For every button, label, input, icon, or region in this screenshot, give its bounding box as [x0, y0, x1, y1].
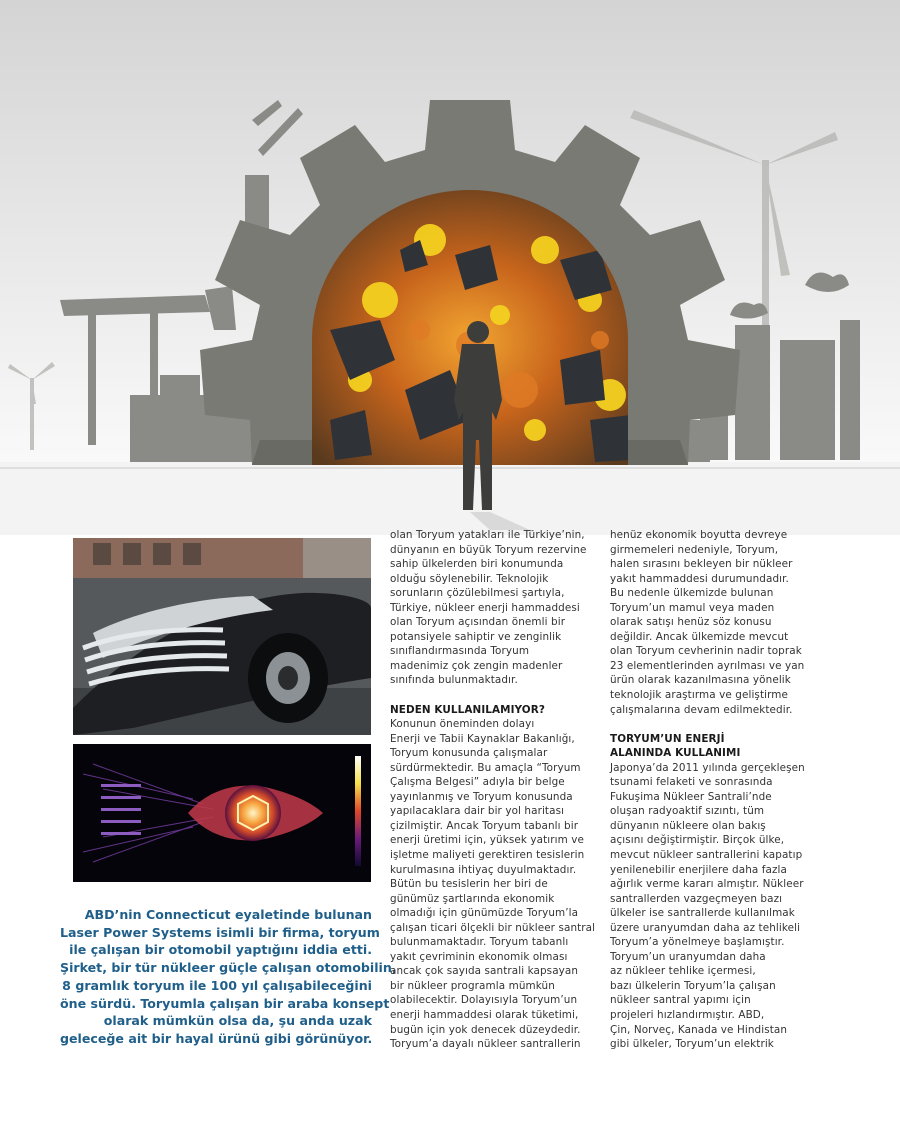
body-line: girmemeleri nedeniyle, Toryum,: [610, 543, 779, 556]
caption-line: 8 gramlık toryum ile 100 yıl çalışabileceğini: [62, 977, 372, 993]
body-line: teknolojik araştırma ve geliştirme: [610, 689, 789, 702]
body-line: bulunmamaktadır. Toryum tabanlı: [390, 936, 569, 949]
section-heading: TORYUM’UN ENERJİ: [610, 732, 725, 745]
body-line: sınıflandırmasında Toryum: [390, 645, 530, 658]
body-line: Çalışma Belgesi” adıyla bir belge: [390, 776, 565, 789]
body-line: enerji hammaddesi olarak tüketimi,: [390, 1009, 579, 1021]
body-line: Toryum’un mamul veya maden: [610, 601, 775, 614]
body-line: olduğu söylenebilir. Teknolojik: [390, 572, 549, 585]
body-line: yakıt hammaddesi durumundadır.: [610, 572, 789, 585]
body-line: madenimiz çok zengin madenler: [390, 659, 563, 672]
body-line: olabilecektir. Dolayısıyla Toryum’un: [390, 994, 578, 1007]
body-line: Toryum’un uranyumdan daha: [610, 950, 766, 963]
body-line: işletme maliyeti gerektiren tesislerin: [390, 848, 585, 861]
body-line: oluşan radyoaktif sızıntı, tüm: [610, 805, 765, 818]
article-column-2: [610, 528, 815, 1052]
body-line: açısını değiştirmiştir. Birçok ülke,: [610, 834, 785, 847]
body-line: yakıt çevriminin ekonomik olması: [390, 950, 568, 963]
body-line: çizilmiştir. Ancak Toryum tabanlı bir: [390, 819, 579, 832]
body-line: mevcut nükleer santrallerini kapatıp: [610, 848, 803, 861]
body-line: tsunami felaketi ve sonrasında: [610, 776, 773, 789]
body-line: Bu nedenle ülkemizde bulunan: [610, 587, 774, 600]
body-line: günümüz şartlarında ekonomik: [390, 892, 555, 905]
section-heading: ALANINDA KULLANIMI: [610, 747, 741, 760]
body-line: Enerji ve Tabii Kaynaklar Bakanlığı,: [390, 732, 575, 745]
body-line: Toryum konusunda çalışmalar: [390, 747, 548, 760]
body-line: dünyanın nükleere olan bakış: [610, 819, 766, 832]
body-line: ancak çok sayıda santrali kapsayan: [390, 965, 579, 978]
body-line: halen sırasını bekleyen bir nükleer: [610, 558, 793, 571]
caption-line: Şirket, bir tür nükleer güçle çalışan otomobilin,: [60, 960, 397, 976]
body-line: Fukuşima Nükleer Santrali’nde: [610, 790, 772, 803]
caption-line: ile çalışan bir otomobil yaptığını iddia etti.: [69, 942, 372, 958]
body-line: Japonya’da 2011 yılında gerçekleşen: [610, 761, 805, 774]
caption-line: öne sürdü. Toryumla çalışan bir araba konsept: [60, 995, 390, 1011]
body-line: Çin, Norveç, Kanada ve Hindistan: [610, 1023, 788, 1036]
body-line: Bütün bu tesislerin her biri de: [390, 878, 548, 891]
reactor-simulation-heatmap: [73, 744, 371, 882]
body-line: olarak satışı henüz söz konusu: [610, 616, 772, 629]
body-line: yenilenebilir enerjilere daha fazla: [610, 863, 787, 876]
body-line: olan Toryum açısından önemli bir: [390, 616, 566, 629]
body-line: Toryum’a dayalı nükleer santrallerin: [390, 1038, 581, 1051]
article-column-1: [390, 528, 595, 1052]
section-heading: NEDEN KULLANILAMIYOR?: [390, 703, 545, 716]
body-line: olan Toryum cevherinin nadir toprak: [610, 645, 802, 658]
body-line: ülkeler ise santrallerde kullanılmak: [610, 907, 795, 920]
body-line: sahip ülkelerden biri konumunda: [390, 558, 564, 571]
body-line: sürdürmektedir. Bu amaçla “Toryum: [390, 761, 581, 774]
body-line: kurulmasına ihtiyaç duyulmaktadır.: [390, 863, 577, 876]
body-line: bugün için yok denecek düzeydedir.: [390, 1023, 581, 1036]
body-line: Konunun öneminden dolayı: [390, 718, 535, 731]
body-line: sorunların çözülebilmesi şartıyla,: [390, 587, 565, 600]
body-line: potansiyele sahiptir ve zenginlik: [390, 630, 562, 643]
body-line: ağırlık verme kararı almıştır. Nükleer: [610, 878, 804, 891]
body-line: ürün olarak kazanılmasına yönelik: [610, 674, 791, 687]
body-line: Türkiye, nükleer enerji hammaddesi: [390, 601, 580, 614]
body-line: dünyanın en büyük Toryum rezervine: [390, 543, 587, 556]
body-line: çalışmalarına devam edilmektedir.: [610, 703, 793, 716]
body-line: Toryum’a yönelmeye başlamıştır.: [610, 936, 785, 949]
caption-line: ABD’nin Connecticut eyaletinde bulunan: [84, 907, 372, 922]
body-line: olmadığı için günümüzde Toryum’la: [390, 907, 579, 920]
caption-line: Laser Power Systems isimli bir firma, toryum: [60, 924, 380, 940]
body-line: gibi ülkeler, Toryum’un elektrik: [610, 1038, 774, 1051]
body-line: enerji üretimi için, yüksek yatırım ve: [390, 834, 584, 847]
body-line: çalışan ticari ölçekli bir nükleer santral: [390, 921, 596, 934]
body-line: bir nükleer programla mümkün: [390, 979, 555, 992]
body-line: projeleri hızlandırmıştır. ABD,: [610, 1009, 765, 1021]
body-line: santrallerden vazgeçmeyen bazı: [610, 892, 783, 905]
body-line: 23 elementlerinden ayrılması ve yan: [610, 659, 805, 672]
body-line: olan Toryum yatakları ile Türkiye’nin,: [390, 529, 585, 541]
caption-line: olarak mümkün olsa da, şu anda uzak: [103, 1013, 372, 1029]
hero-illustration: [0, 0, 900, 535]
photo-caption: [60, 906, 397, 1048]
caption-line: geleceğe ait bir hayal ürünü gibi görünüyor.: [60, 1030, 373, 1046]
body-line: bazı ülkelerin Toryum’la çalışan: [610, 979, 776, 992]
body-line: henüz ekonomik boyutta devreye: [610, 529, 788, 541]
body-line: yayınlanmış ve Toryum konusunda: [390, 790, 573, 803]
thorium-concept-car-photo: [73, 538, 371, 735]
body-line: üzere uranyumdan daha az tehlikeli: [610, 921, 801, 934]
body-line: nükleer santral yapımı için: [610, 994, 751, 1007]
body-line: değildir. Ancak ülkemizde mevcut: [610, 630, 789, 643]
body-line: sınıfında bulunmaktadır.: [390, 674, 518, 687]
body-line: az nükleer tehlike içermesi,: [610, 965, 756, 978]
body-line: yapılacaklara dair bir yol haritası: [390, 805, 565, 818]
